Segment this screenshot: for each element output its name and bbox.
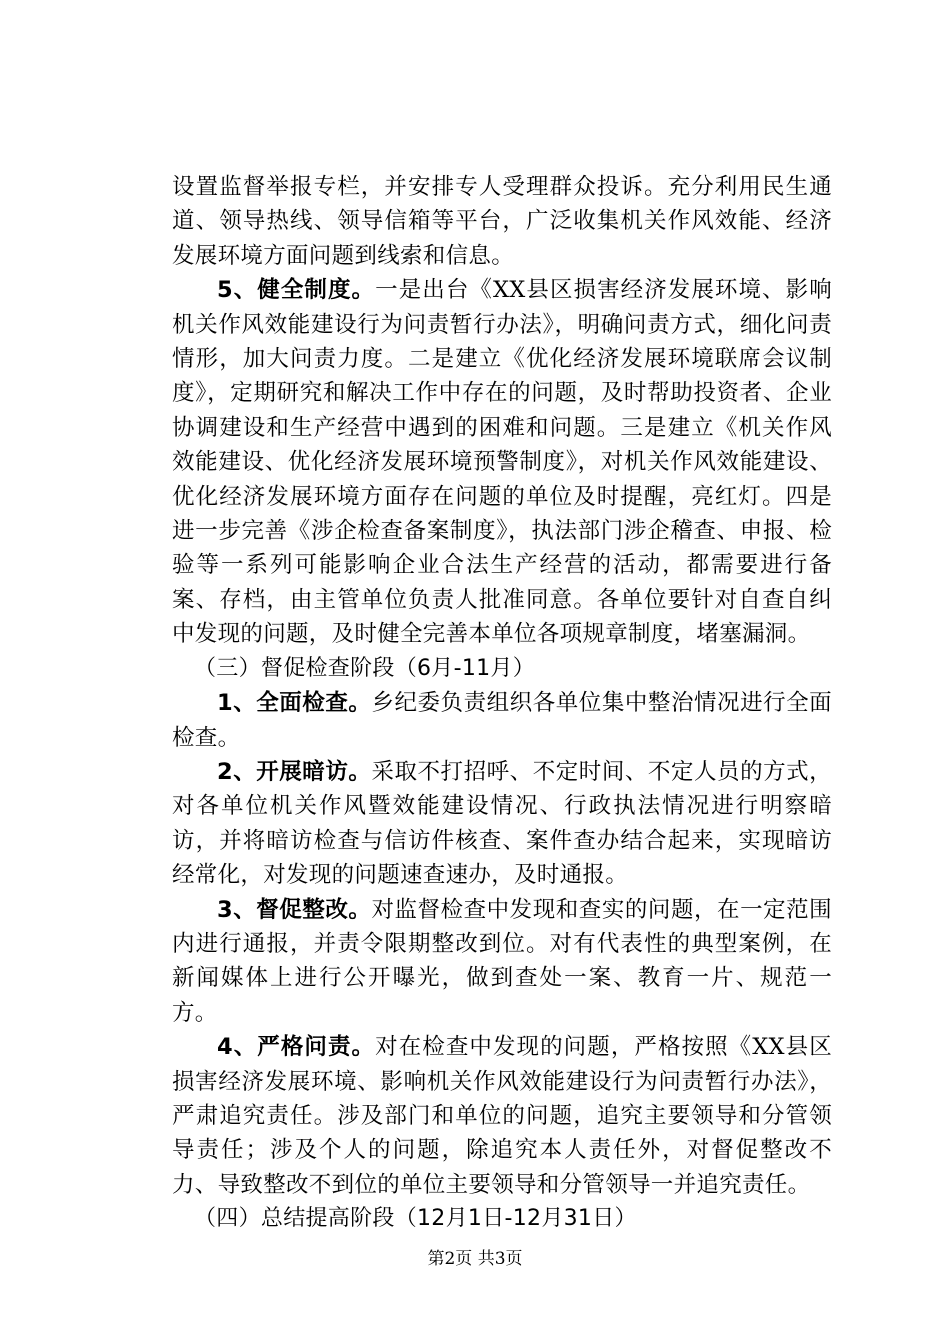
heading-text: （三）督促检查阶段（6月-11月）	[194, 655, 536, 681]
page-footer	[0, 1244, 950, 1269]
item-lead: 2、开展暗访。	[217, 758, 372, 785]
paragraph-item-3	[172, 893, 832, 1031]
paragraph-item-1	[172, 686, 832, 755]
item-lead: 4、严格问责。	[217, 1034, 376, 1061]
page-number-label: 第2页 共3页	[427, 1249, 523, 1269]
paragraph-text: 设置监督举报专栏，并安排专人受理群众投诉。充分利用民生通道、领导热线、领导信箱等平台，广泛收集机关作风效能、经济发展环境方面问题到线索和信息。	[172, 174, 832, 269]
section-heading-4	[172, 1202, 832, 1236]
paragraph-text: 对监督检查中发现和查实的问题，在一定范围内进行通报，并责令限期整改到位。对有代表性的典型案例，在新闻媒体上进行公开曝光，做到查处一案、教育一片、规范一方。	[172, 896, 832, 1026]
paragraph-text: 一是出台《XX县区损害经济发展环境、影响机关作风效能建设行为问责暂行办法》，明确问责方式，细化问责情形，加大问责力度。二是建立《优化经济发展环境联席会议制度》，定期研究和解决工作中存在的问题，及时帮助投资者、企业协调建设和生产经营中遇到的困难和问题。三是建立《机关作风效能建设、优化经济发展环境预警制度》，对机关作风效能建设、优化经济发展环境方面存在问题的单位及时提醒，亮红灯。四是进一步完善《涉企检查备案制度》，执法部门涉企稽查、申报、检验等一系列可能影响企业合法生产经营的活动，都需要进行备案、存档，由主管单位负责人批准同意。各单位要针对自查自纠中发现的问题，及时健全完善本单位各项规章制度，堵塞漏洞。	[172, 277, 832, 648]
paragraph-text: 采取不打招呼、不定时间、不定人员的方式，对各单位机关作风暨效能建设情况、行政执法情况进行明察暗访，并将暗访检查与信访件核查、案件查办结合起来，实现暗访经常化，对发现的问题速查速办，及时通报。	[172, 758, 832, 889]
paragraph-text: 乡纪委负责组织各单位集中整治情况进行全面检查。	[172, 690, 832, 751]
item-lead: 1、全面检查。	[217, 690, 372, 717]
paragraph-text: 对在检查中发现的问题，严格按照《XX县区损害经济发展环境、影响机关作风效能建设行为问责暂行办法》，严肃追究责任。涉及部门和单位的问题，追究主要领导和分管领导责任；涉及个人的问题，除追究本人责任外，对督促整改不力、导致整改不到位的单位主要领导和分管领导一并追究责任。	[172, 1034, 832, 1198]
section-heading-3	[172, 652, 832, 686]
paragraph-item-5	[172, 273, 832, 651]
paragraph-item-2	[172, 755, 832, 893]
item-lead: 3、督促整改。	[217, 896, 372, 923]
paragraph-item-4	[172, 1030, 832, 1202]
document-body	[172, 170, 832, 1237]
paragraph-continuation	[172, 170, 832, 273]
item-lead: 5、健全制度。	[217, 277, 376, 304]
heading-text: （四）总结提高阶段（12月1日-12月31日）	[194, 1206, 637, 1232]
